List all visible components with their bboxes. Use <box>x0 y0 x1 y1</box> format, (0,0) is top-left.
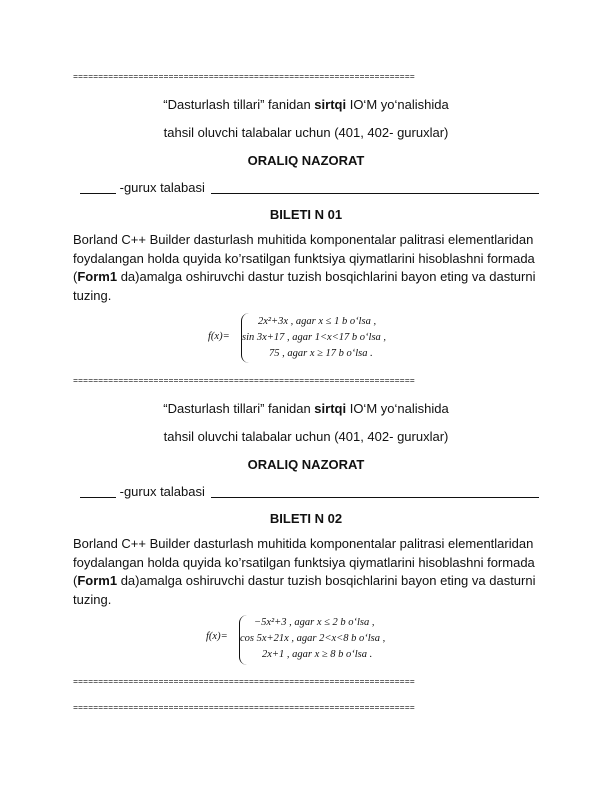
task-text-pre: Borland C++ Builder dasturlash muhitida komponentalar palitrasi elementlaridan foydalangan holda quyida ko’rsatilgan funktsiya qiymatlarini hisoblashni formada ( <box>73 232 535 284</box>
group-student-line <box>73 180 539 195</box>
course-header-post: IO‘M yo‘nalishida <box>346 401 449 416</box>
formula-lhs: f(x)= <box>208 331 230 342</box>
group-number-blank <box>80 497 116 498</box>
formula-case: 75 , agar x ≥ 17 b oʻlsa . <box>269 348 373 359</box>
course-header-pre: “Dasturlash tillari” fanidan <box>163 401 315 416</box>
course-header-post: IO‘M yo‘nalishida <box>346 97 449 112</box>
formula-case: −5x²+3 , agar x ≤ 2 b oʻlsa , <box>254 617 375 628</box>
group-student-line <box>73 484 539 499</box>
piecewise-formula <box>208 312 428 364</box>
separator-line: ==================================================================== <box>73 703 415 713</box>
formula-case: 2x+1 , agar x ≥ 8 b oʻlsa . <box>262 649 373 660</box>
audience-line: tahsil oluvchi talabalar uchun (401, 402- guruxlar) <box>163 429 449 444</box>
task-paragraph <box>73 535 543 609</box>
ticket-title: BILETI N 01 <box>269 207 343 222</box>
formula-case: sin 3x+17 , agar 1<x<17 b oʻlsa , <box>242 332 387 343</box>
course-header-bold: sirtqi <box>314 401 347 416</box>
separator-line: ==================================================================== <box>73 72 415 82</box>
group-number-blank <box>80 193 116 194</box>
student-name-blank <box>211 497 539 498</box>
formula-lhs: f(x)= <box>206 631 228 642</box>
ticket-title: BILETI N 02 <box>269 511 343 526</box>
task-form-name: Form1 <box>77 573 118 588</box>
student-name-blank <box>211 193 539 194</box>
group-label: -gurux talabasi <box>116 484 209 499</box>
course-header-line <box>73 401 539 416</box>
task-text-pre: Borland C++ Builder dasturlash muhitida komponentalar palitrasi elementlaridan foydalangan holda quyida ko’rsatilgan funktsiya qiymatlarini hisoblashni formada ( <box>73 536 535 588</box>
task-text-post: da)amalga oshiruvchi dastur tuzish bosqichlarini bayon eting va dasturni tuzing. <box>73 573 536 607</box>
group-label: -gurux talabasi <box>116 180 209 195</box>
separator-line: ==================================================================== <box>73 376 415 386</box>
separator-line: ==================================================================== <box>73 677 415 687</box>
course-header-bold: sirtqi <box>314 97 347 112</box>
audience-line: tahsil oluvchi talabalar uchun (401, 402- guruxlar) <box>163 125 449 140</box>
course-header-pre: “Dasturlash tillari” fanidan <box>163 97 315 112</box>
piecewise-formula <box>206 614 436 666</box>
formula-case: 2x²+3x , agar x ≤ 1 b oʻlsa , <box>258 316 377 327</box>
task-paragraph <box>73 231 543 305</box>
course-header-line <box>73 97 539 112</box>
exam-title: ORALIQ NAZORAT <box>247 153 365 168</box>
formula-case: cos 5x+21x , agar 2<x<8 b oʻlsa , <box>240 633 386 644</box>
exam-title: ORALIQ NAZORAT <box>247 457 365 472</box>
task-form-name: Form1 <box>77 269 118 284</box>
task-text-post: da)amalga oshiruvchi dastur tuzish bosqichlarini bayon eting va dasturni tuzing. <box>73 269 536 303</box>
